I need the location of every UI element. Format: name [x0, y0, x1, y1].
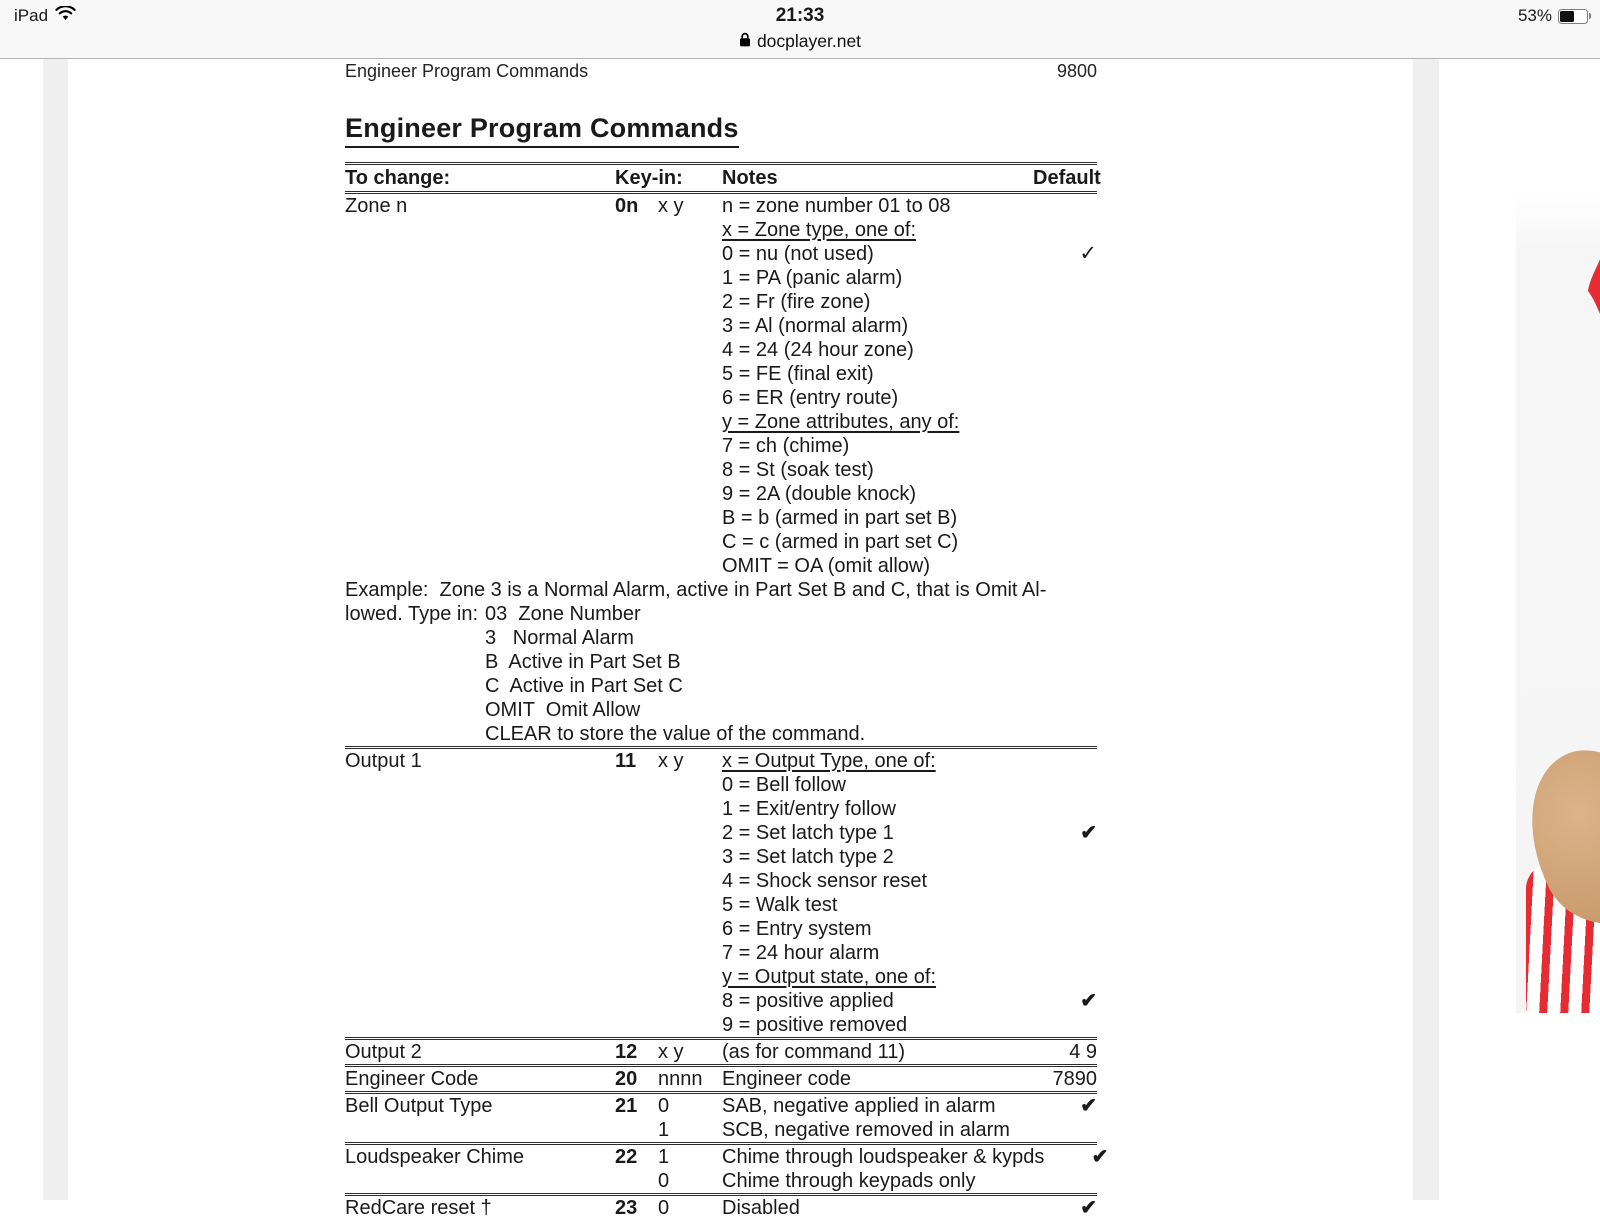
lock-icon [739, 31, 751, 52]
example-line [345, 674, 1097, 698]
page-gutter-right [1413, 59, 1439, 1200]
row-keyin: 22 [615, 1146, 638, 1168]
example-line [345, 722, 1097, 746]
row-default [1033, 989, 1097, 1013]
row-keyin-args: nnnn [658, 1068, 703, 1090]
row-note: 5 = Walk test [722, 894, 838, 916]
table-row-line [345, 314, 1097, 338]
table-row-line [345, 194, 1097, 218]
table-row-line [345, 1169, 1097, 1193]
row-note: Disabled [722, 1197, 800, 1219]
row-keyin: 21 [615, 1095, 638, 1117]
example-item: 03 Zone Number [485, 603, 641, 625]
row-note: 8 = St (soak test) [722, 459, 874, 481]
table-row-line [345, 482, 1097, 506]
example-line [345, 650, 1097, 674]
example-prefix [345, 722, 485, 746]
example-block [345, 578, 1097, 746]
table-row-line [345, 218, 1097, 242]
row-keyin-args: 1 [658, 1146, 670, 1168]
table-row-line [345, 386, 1097, 410]
col-header-keyin: Key-in: [615, 167, 683, 189]
example-item: B Active in Part Set B [485, 651, 681, 673]
row-keyin-args: x y [658, 1041, 684, 1063]
table-header-row [345, 162, 1101, 194]
row-note: x = Zone type, one of: [722, 219, 917, 241]
row-default [1044, 1145, 1108, 1169]
row-keyin: 0n [615, 195, 639, 217]
row-note: 2 = Fr (fire zone) [722, 291, 871, 313]
row-label: RedCare reset † [345, 1197, 492, 1219]
row-note: SAB, negative applied in alarm [722, 1095, 996, 1117]
row-note: SCB, negative removed in alarm [722, 1119, 1010, 1141]
example-prefix [345, 698, 485, 722]
example-line [345, 602, 1097, 626]
default-checkmark: ✓ [1079, 242, 1097, 265]
row-default: 4 9 [1069, 1041, 1097, 1063]
example-item: C Active in Part Set C [485, 675, 683, 697]
example-line [345, 626, 1097, 650]
row-note: 8 = positive applied [722, 990, 894, 1012]
col-header-notes: Notes [722, 167, 778, 189]
table-row-line [345, 989, 1097, 1013]
row-note: 1 = PA (panic alarm) [722, 267, 903, 289]
table-row-line [345, 434, 1097, 458]
row-note: 1 = Exit/entry follow [722, 798, 896, 820]
row-note: 2 = Set latch type 1 [722, 822, 894, 844]
row-note: 6 = Entry system [722, 918, 872, 940]
running-header-page: 9800 [1056, 61, 1097, 81]
table-row-line [345, 1013, 1097, 1037]
table-row [345, 194, 1097, 578]
row-keyin: 12 [615, 1041, 638, 1063]
default-checkmark: ✔ [1080, 990, 1097, 1012]
row-note: y = Zone attributes, any of: [722, 411, 960, 433]
table-row-line [345, 242, 1097, 266]
row-note: 6 = ER (entry route) [722, 387, 899, 409]
table-row [345, 1037, 1097, 1064]
row-note: 3 = Al (normal alarm) [722, 315, 909, 337]
row-note: 3 = Set latch type 2 [722, 846, 894, 868]
table-row-line [345, 362, 1097, 386]
row-keyin-args: x y [658, 750, 684, 772]
default-checkmark: ✔ [1080, 1095, 1097, 1117]
webpage-viewport [0, 59, 1600, 1219]
table-row [345, 1064, 1097, 1091]
row-note: B = b (armed in part set B) [722, 507, 958, 529]
row-keyin-args: 1 [658, 1119, 670, 1141]
table-row-line [345, 797, 1097, 821]
table-row-line [345, 1145, 1109, 1169]
row-label: Output 2 [345, 1041, 422, 1063]
row-note: 0 = nu (not used) [722, 243, 874, 265]
example-prefix: lowed. Type in: [345, 603, 479, 625]
row-keyin: 23 [615, 1197, 638, 1219]
row-note: 7 = ch (chime) [722, 435, 850, 457]
row-note: Chime through loudspeaker & kypds [722, 1146, 1045, 1168]
example-prefix [345, 626, 485, 650]
sidebar-ad-image[interactable] [1516, 191, 1600, 1013]
table-row-line [345, 893, 1097, 917]
row-note: 0 = Bell follow [722, 774, 846, 796]
table-row-line [345, 266, 1097, 290]
table-row-line [345, 941, 1097, 965]
row-note: n = zone number 01 to 08 [722, 195, 951, 217]
table-row-line [345, 773, 1097, 797]
row-note: 9 = 2A (double knock) [722, 483, 917, 505]
row-note: x = Output Type, one of: [722, 750, 936, 772]
table-row [345, 746, 1097, 1037]
row-label: Bell Output Type [345, 1095, 493, 1117]
row-default [1033, 1094, 1097, 1118]
table-row-line [345, 410, 1097, 434]
commands-table [345, 162, 1109, 1220]
battery-percent: 53% [1517, 6, 1552, 25]
table-row [345, 1091, 1097, 1142]
row-label: Output 1 [345, 750, 422, 772]
table-row-line [345, 749, 1097, 773]
col-header-default: Default [1033, 167, 1101, 189]
page-title: Engineer Program Commands [345, 113, 739, 148]
row-note: 9 = positive removed [722, 1014, 908, 1036]
row-label: Engineer Code [345, 1068, 479, 1090]
row-keyin-args: 0 [658, 1095, 670, 1117]
table-row-line [345, 1040, 1097, 1064]
example-item: CLEAR to store the value of the command. [485, 723, 866, 745]
row-note: OMIT = OA (omit allow) [722, 555, 931, 577]
example-prefix [345, 674, 485, 698]
row-default [1033, 242, 1097, 266]
running-header-title: Engineer Program Commands [345, 61, 589, 81]
statusbar-right [1518, 6, 1588, 26]
table-row-line [345, 965, 1097, 989]
row-keyin-args: 0 [658, 1197, 670, 1219]
table-row-line [345, 554, 1097, 578]
battery-icon [1558, 9, 1588, 24]
example-prefix [345, 650, 485, 674]
row-note: y = Output state, one of: [722, 966, 937, 988]
example-item: 3 Normal Alarm [485, 627, 634, 649]
row-keyin: 20 [615, 1068, 638, 1090]
page-gutter-left [43, 59, 68, 1200]
row-note: (as for command 11) [722, 1041, 906, 1063]
table-row [345, 1193, 1097, 1220]
table-row-line [345, 506, 1097, 530]
table-row-line [345, 821, 1097, 845]
statusbar-clock: 21:33 [775, 5, 825, 26]
row-note: 5 = FE (final exit) [722, 363, 874, 385]
table-row-line [345, 917, 1097, 941]
table-row-line [345, 458, 1097, 482]
ad-red-scribble [1586, 253, 1600, 328]
row-label: Loudspeaker Chime [345, 1146, 524, 1168]
table-row-line [345, 290, 1097, 314]
row-keyin-args: x y [658, 195, 684, 217]
row-note: 7 = 24 hour alarm [722, 942, 880, 964]
example-item: OMIT Omit Allow [485, 699, 641, 721]
example-line [345, 698, 1097, 722]
table-row [345, 1142, 1109, 1193]
row-label: Zone n [345, 195, 408, 217]
row-note: Engineer code [722, 1068, 851, 1090]
table-row-line [345, 338, 1097, 362]
table-row-line [345, 530, 1097, 554]
row-note: C = c (armed in part set C) [722, 531, 959, 553]
row-default: 7890 [1052, 1068, 1097, 1090]
row-default [1033, 821, 1097, 845]
example-line: Example: Zone 3 is a Normal Alarm, active in Part Set B and C, that is Omit Al- [345, 579, 1047, 601]
row-keyin: 11 [615, 750, 637, 772]
col-header-change: To change: [345, 167, 451, 189]
table-row-line [345, 1067, 1097, 1091]
table-row-line [345, 1094, 1097, 1118]
row-note: 4 = 24 (24 hour zone) [722, 339, 914, 361]
row-keyin-args: 0 [658, 1170, 670, 1192]
table-row-line [345, 845, 1097, 869]
table-row-line [345, 1118, 1097, 1142]
row-note: Chime through keypads only [722, 1170, 976, 1192]
default-checkmark: ✔ [1080, 1197, 1097, 1219]
document-page [68, 59, 1413, 1219]
default-checkmark: ✔ [1080, 822, 1097, 844]
device-label: iPad [14, 6, 49, 25]
safari-top-chrome [0, 0, 1600, 59]
url-domain: docplayer.net [756, 31, 862, 51]
row-note: 4 = Shock sensor reset [722, 870, 928, 892]
table-body [345, 194, 1109, 1220]
running-header [345, 61, 1097, 82]
default-checkmark: ✔ [1091, 1146, 1109, 1168]
table-row-line [345, 869, 1097, 893]
address-bar[interactable] [739, 31, 861, 52]
